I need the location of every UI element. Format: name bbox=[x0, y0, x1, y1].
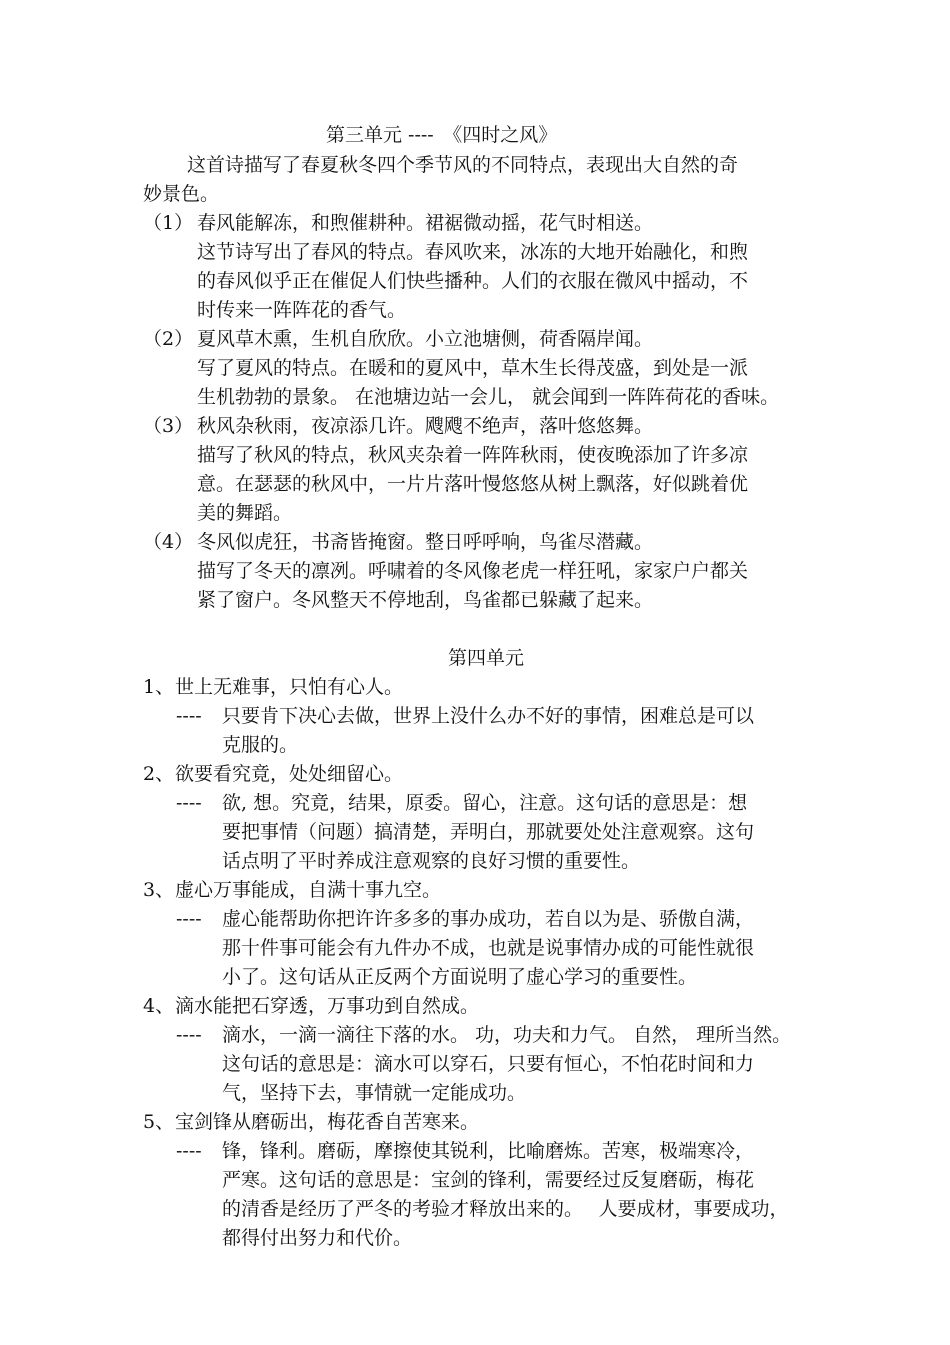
item-3-saying: 虚心万事能成，自满十事九空。 bbox=[175, 879, 442, 901]
item-1-saying: 世上无难事，只怕有心人。 bbox=[175, 676, 404, 698]
section-3-poem: 秋风杂秋雨，夜凉添几许。飕飕不绝声，落叶悠悠舞。 bbox=[197, 415, 654, 437]
item-3-explain-line-2: 那十件事可能会有九件办不成，也就是说事情办成的可能性就很 bbox=[222, 937, 755, 959]
section-1-number: （1） bbox=[143, 212, 194, 234]
item-5-number: 5、 bbox=[143, 1111, 175, 1133]
item-3-dash: ---- bbox=[176, 908, 202, 930]
item-4-explain-line-1: 滴水，一滴一滴往下落的水。 功，功夫和力气。 自然， 理所当然。 bbox=[222, 1024, 792, 1046]
section-1-explain-line-1: 这节诗写出了春风的特点。春风吹来，冰冻的大地开始融化，和煦 bbox=[197, 241, 749, 263]
section-4-number: （4） bbox=[143, 531, 194, 553]
item-5-dash: ---- bbox=[176, 1140, 202, 1162]
item-1-dash: ---- bbox=[176, 705, 202, 727]
item-2-number: 2、 bbox=[143, 763, 175, 785]
item-5-explain-line-4: 都得付出努力和代价。 bbox=[222, 1227, 413, 1249]
item-3-explain-line-1: 虚心能帮助你把许许多多的事办成功，若自以为是、骄傲自满， bbox=[222, 908, 755, 930]
section-1-explain-line-3: 时传来一阵阵花的香气。 bbox=[197, 299, 407, 321]
item-4-saying: 滴水能把石穿透，万事功到自然成。 bbox=[175, 995, 480, 1017]
unit3-intro-line-2: 妙景色。 bbox=[143, 183, 220, 205]
section-4-explain-line-1: 描写了冬天的凛冽。呼啸着的冬风像老虎一样狂吼，家家户户都关 bbox=[197, 560, 749, 582]
item-2-explain-line-3: 话点明了平时养成注意观察的良好习惯的重要性。 bbox=[222, 850, 641, 872]
item-5-saying: 宝剑锋从磨砺出，梅花香自苦寒来。 bbox=[175, 1111, 480, 1133]
item-3-number: 3、 bbox=[143, 879, 175, 901]
item-2-explain-line-1: 欲, 想。究竟，结果，原委。留心，注意。这句话的意思是：想 bbox=[222, 792, 748, 814]
section-2-poem: 夏风草木熏，生机自欣欣。小立池塘侧，荷香隔岸闻。 bbox=[197, 328, 654, 350]
item-5-explain-line-3: 的清香是经历了严冬的考验才释放出来的。 人要成材，事要成功， bbox=[222, 1198, 789, 1220]
unit4-title: 第四单元 bbox=[448, 647, 525, 669]
item-1-explain-line-1: 只要肯下决心去做，世界上没什么办不好的事情，困难总是可以 bbox=[222, 705, 755, 727]
section-2-explain-line-1: 写了夏风的特点。在暖和的夏风中，草木生长得茂盛，到处是一派 bbox=[197, 357, 749, 379]
unit3-title: 第三单元 ---- 《四时之风》 bbox=[326, 124, 558, 146]
item-3-explain-line-3: 小了。这句话从正反两个方面说明了虚心学习的重要性。 bbox=[222, 966, 698, 988]
item-2-explain-line-2: 要把事情（问题）搞清楚，弄明白，那就要处处注意观察。这句 bbox=[222, 821, 755, 843]
item-4-explain-line-2: 这句话的意思是：滴水可以穿石，只要有恒心，不怕花时间和力 bbox=[222, 1053, 755, 1075]
section-3-explain-line-2: 意。在瑟瑟的秋风中，一片片落叶慢悠悠从树上飘落，好似跳着优 bbox=[197, 473, 749, 495]
item-5-explain-line-2: 严寒。这句话的意思是：宝剑的锋利，需要经过反复磨砺，梅花 bbox=[222, 1169, 755, 1191]
section-3-number: （3） bbox=[143, 415, 194, 437]
item-4-dash: ---- bbox=[176, 1024, 202, 1046]
section-3-explain-line-1: 描写了秋风的特点，秋风夹杂着一阵阵秋雨，使夜晚添加了许多凉 bbox=[197, 444, 749, 466]
item-2-saying: 欲要看究竟，处处细留心。 bbox=[175, 763, 404, 785]
item-1-explain-line-2: 克服的。 bbox=[222, 734, 299, 756]
section-2-number: （2） bbox=[143, 328, 194, 350]
unit3-intro-line-1: 这首诗描写了春夏秋冬四个季节风的不同特点，表现出大自然的奇 bbox=[187, 154, 739, 176]
section-4-poem: 冬风似虎狂，书斋皆掩窗。整日呼呼响，鸟雀尽潜藏。 bbox=[197, 531, 654, 553]
section-1-explain-line-2: 的春风似乎正在催促人们快些播种。人们的衣服在微风中摇动，不 bbox=[197, 270, 749, 292]
section-3-explain-line-3: 美的舞蹈。 bbox=[197, 502, 293, 524]
section-1-poem: 春风能解冻，和煦催耕种。裙裾微动摇，花气时相送。 bbox=[197, 212, 654, 234]
item-4-number: 4、 bbox=[143, 995, 175, 1017]
section-4-explain-line-2: 紧了窗户。冬风整天不停地刮，鸟雀都已躲藏了起来。 bbox=[197, 589, 654, 611]
item-2-dash: ---- bbox=[176, 792, 202, 814]
item-1-number: 1、 bbox=[143, 676, 175, 698]
item-4-explain-line-3: 气，坚持下去，事情就一定能成功。 bbox=[222, 1082, 527, 1104]
section-2-explain-line-2: 生机勃勃的景象。 在池塘边站一会儿， 就会闻到一阵阵荷花的香味。 bbox=[197, 386, 780, 408]
item-5-explain-line-1: 锋，锋利。磨砺，摩擦使其锐利，比喻磨炼。苦寒，极端寒冷， bbox=[222, 1140, 755, 1162]
